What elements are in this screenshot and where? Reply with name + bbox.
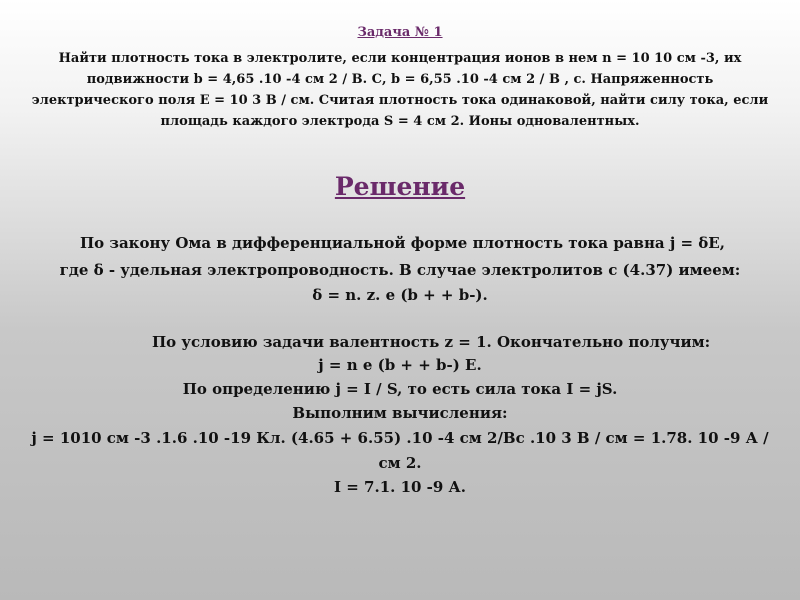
solution-line-2: где δ - удельная электропроводность. В случае электролитов с (4.37) имеем: [59,261,741,279]
solution-line-9: см 2. [378,454,422,472]
solution-line-10: I = 7.1. 10 -9 А. [334,478,466,496]
solution-line-8: j = 1010 см -3 .1.6 .10 -19 Кл. (4.65 + 6.55) .10 -4 см 2/Вс .10 3 В / см = 1.78. 10 -9 А / [31,429,769,447]
task-statement: Найти плотность тока в электролите, если концентрация ионов в нем n = 10 10 см -3, их подвижности b = 4,65 .10 -4 см 2 / В. С, b = 6,55 .10 -4 см 2 / В , с. Напряженность электрического поля E = 10 3 В / см. Считая плотность тока одинаковой, найти силу тока, если площадь каждого электрода S = 4 см 2. Ионы одновалентных. [31,51,769,129]
solution-line-7: Выполним вычисления: [292,404,508,422]
solution-heading: Решение [334,172,466,201]
task-title: Задача № 1 [357,25,443,40]
solution-line-3: δ = n. z. e (b + + b-). [312,286,488,304]
solution-line-5: j = n e (b + + b-) E. [318,356,482,374]
solution-line-4: По условию задачи валентность z = 1. Окончательно получим: [152,333,711,351]
solution-line-1: По закону Ома в дифференциальной форме плотность тока равна j = δE, [80,234,725,252]
solution-line-6: По определению j = I / S, то есть сила тока I = jS. [182,380,618,398]
